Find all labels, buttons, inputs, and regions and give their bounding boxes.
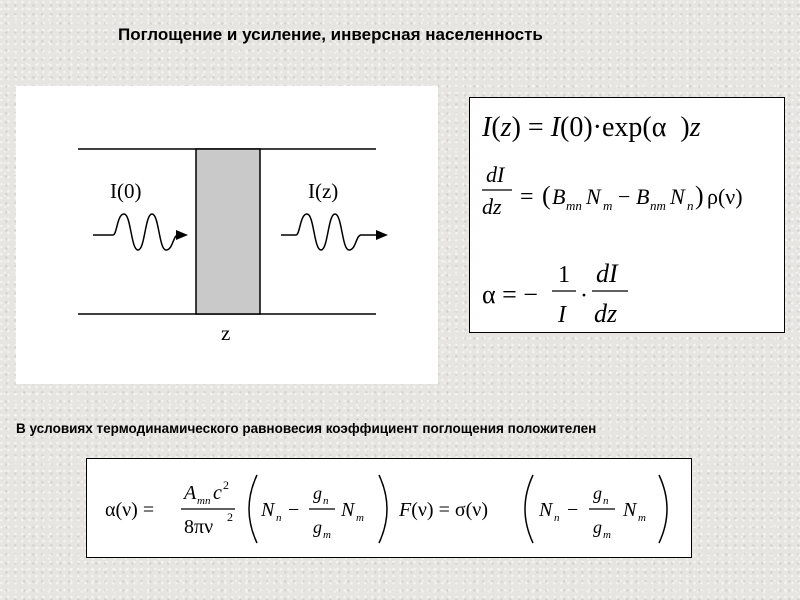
svg-text:B: B [636, 184, 650, 209]
svg-text:g: g [593, 517, 602, 537]
svg-text:m: m [603, 529, 611, 541]
svg-text:): ) [695, 181, 704, 210]
svg-text:I(z) = I(0)·exp(α)z: I(z) = I(0)·exp(α )z [482, 112, 701, 143]
svg-text:=: = [520, 184, 534, 210]
svg-text:c: c [213, 482, 222, 504]
svg-text:N: N [586, 184, 601, 209]
formula-box [86, 458, 692, 558]
svg-text:A: A [184, 482, 197, 504]
page-title: Поглощение и усиление, инверсная населенность [118, 25, 543, 44]
svg-text:·: · [580, 283, 588, 309]
svg-text:g: g [593, 483, 602, 503]
formula-svg [87, 459, 691, 557]
incoming-wave-arrow [93, 214, 184, 250]
svg-text:−: − [567, 499, 579, 521]
incoming-arrowhead [176, 230, 188, 240]
svg-text:1: 1 [558, 262, 570, 288]
absorption-diagram [16, 86, 438, 384]
svg-text:N: N [341, 499, 355, 521]
svg-text:N: N [261, 499, 275, 521]
svg-text:m: m [356, 512, 364, 524]
svg-text:2: 2 [223, 478, 229, 492]
svg-text:mn: mn [197, 495, 211, 507]
svg-text:−: − [288, 499, 300, 521]
equation-absorption-coefficient [482, 259, 628, 328]
svg-text:mn: mn [566, 198, 582, 213]
svg-text:ρ(ν): ρ(ν) [707, 184, 743, 209]
svg-text:n: n [603, 495, 609, 507]
equations-svg [470, 98, 784, 332]
equilibrium-note: В условиях термодинамического равновесия коэффициент поглощения положителен [16, 421, 597, 436]
svg-text:g: g [313, 517, 322, 537]
outgoing-arrowhead [376, 230, 388, 240]
equations-box [469, 97, 785, 333]
svg-text:F(ν) = σ(ν): F(ν) = σ(ν) [399, 499, 489, 521]
svg-text:α = −: α = − [482, 280, 538, 309]
svg-text:2: 2 [227, 510, 233, 524]
svg-text:dI: dI [596, 259, 618, 288]
svg-text:(: ( [542, 181, 551, 210]
svg-text:n: n [554, 512, 560, 524]
svg-text:N: N [623, 499, 637, 521]
intensity-in-label: I(0) [110, 179, 142, 203]
svg-text:dI: dI [486, 162, 505, 187]
svg-text:−: − [618, 184, 631, 209]
equation-intensity-law [481, 112, 701, 143]
z-axis-label: z [221, 321, 231, 345]
svg-text:nm: nm [650, 198, 666, 213]
svg-text:g: g [313, 483, 322, 503]
absorption-formula [105, 475, 667, 543]
equation-intensity-derivative [482, 162, 743, 219]
svg-text:n: n [687, 198, 694, 213]
svg-text:8πν: 8πν [184, 516, 214, 538]
svg-text:I: I [558, 302, 566, 328]
svg-text:B: B [552, 184, 566, 209]
diagram-svg [16, 86, 438, 384]
svg-text:dz: dz [594, 299, 618, 328]
svg-text:m: m [638, 512, 646, 524]
svg-text:dz: dz [482, 194, 502, 219]
svg-text:n: n [276, 512, 282, 524]
svg-text:n: n [323, 495, 329, 507]
svg-text:N: N [670, 184, 685, 209]
svg-text:m: m [603, 198, 613, 213]
outgoing-wave-arrow [281, 214, 380, 250]
medium-slab [196, 149, 260, 314]
svg-text:m: m [323, 529, 331, 541]
intensity-out-label: I(z) [308, 179, 339, 203]
svg-text:α(ν) =: α(ν) = [105, 499, 155, 521]
svg-text:N: N [539, 499, 553, 521]
